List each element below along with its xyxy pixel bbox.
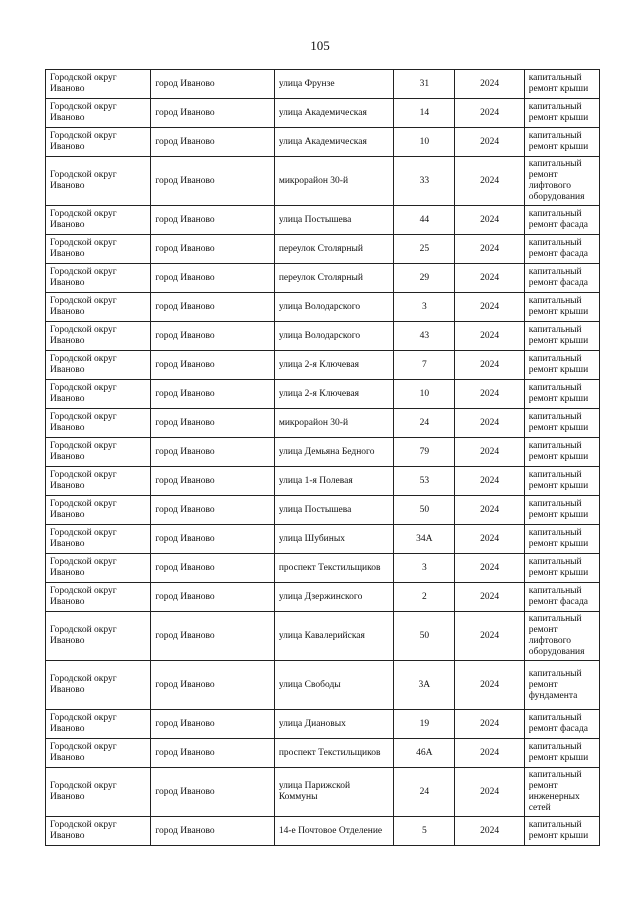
work-type-cell: капитальный ремонт крыши bbox=[524, 70, 599, 99]
house-number-cell: 46А bbox=[394, 739, 455, 768]
municipality-cell: Городской округ Иваново bbox=[46, 438, 151, 467]
table-body bbox=[46, 70, 600, 846]
table-row bbox=[46, 496, 600, 525]
work-type-cell: капитальный ремонт фасада bbox=[524, 264, 599, 293]
municipality-cell: Городской округ Иваново bbox=[46, 661, 151, 710]
street-cell: улица 2-я Ключевая bbox=[274, 380, 393, 409]
municipality-cell: Городской округ Иваново bbox=[46, 739, 151, 768]
house-number-cell: 43 bbox=[394, 322, 455, 351]
work-type-cell: капитальный ремонт крыши bbox=[524, 409, 599, 438]
settlement-cell: город Иваново bbox=[151, 409, 274, 438]
street-cell: улица Фрунзе bbox=[274, 70, 393, 99]
municipality-cell: Городской округ Иваново bbox=[46, 128, 151, 157]
municipality-cell: Городской округ Иваново bbox=[46, 235, 151, 264]
work-type-cell: капитальный ремонт крыши bbox=[524, 293, 599, 322]
year-cell: 2024 bbox=[455, 739, 524, 768]
street-cell: улица Постышева bbox=[274, 206, 393, 235]
year-cell: 2024 bbox=[455, 409, 524, 438]
table-row bbox=[46, 554, 600, 583]
settlement-cell: город Иваново bbox=[151, 264, 274, 293]
street-cell: улица Диановых bbox=[274, 710, 393, 739]
table-row bbox=[46, 661, 600, 710]
house-number-cell: 3 bbox=[394, 293, 455, 322]
municipality-cell: Городской округ Иваново bbox=[46, 554, 151, 583]
municipality-cell: Городской округ Иваново bbox=[46, 157, 151, 206]
year-cell: 2024 bbox=[455, 467, 524, 496]
settlement-cell: город Иваново bbox=[151, 235, 274, 264]
settlement-cell: город Иваново bbox=[151, 351, 274, 380]
year-cell: 2024 bbox=[455, 70, 524, 99]
house-number-cell: 50 bbox=[394, 612, 455, 661]
repair-records-table bbox=[45, 69, 600, 846]
settlement-cell: город Иваново bbox=[151, 99, 274, 128]
table-row bbox=[46, 322, 600, 351]
settlement-cell: город Иваново bbox=[151, 157, 274, 206]
table-row bbox=[46, 99, 600, 128]
year-cell: 2024 bbox=[455, 817, 524, 846]
house-number-cell: 10 bbox=[394, 128, 455, 157]
work-type-cell: капитальный ремонт крыши bbox=[524, 380, 599, 409]
street-cell: улица Парижской Коммуны bbox=[274, 768, 393, 817]
settlement-cell: город Иваново bbox=[151, 525, 274, 554]
house-number-cell: 10 bbox=[394, 380, 455, 409]
municipality-cell: Городской округ Иваново bbox=[46, 99, 151, 128]
house-number-cell: 50 bbox=[394, 496, 455, 525]
year-cell: 2024 bbox=[455, 264, 524, 293]
table-row bbox=[46, 264, 600, 293]
work-type-cell: капитальный ремонт фасада bbox=[524, 710, 599, 739]
work-type-cell: капитальный ремонт крыши bbox=[524, 351, 599, 380]
street-cell: улица Володарского bbox=[274, 322, 393, 351]
house-number-cell: 19 bbox=[394, 710, 455, 739]
year-cell: 2024 bbox=[455, 293, 524, 322]
house-number-cell: 5 bbox=[394, 817, 455, 846]
work-type-cell: капитальный ремонт лифтового оборудования bbox=[524, 157, 599, 206]
table-row bbox=[46, 612, 600, 661]
settlement-cell: город Иваново bbox=[151, 467, 274, 496]
settlement-cell: город Иваново bbox=[151, 206, 274, 235]
work-type-cell: капитальный ремонт фундамента bbox=[524, 661, 599, 710]
settlement-cell: город Иваново bbox=[151, 293, 274, 322]
street-cell: улица Дзержинского bbox=[274, 583, 393, 612]
work-type-cell: капитальный ремонт крыши bbox=[524, 467, 599, 496]
street-cell: улица Володарского bbox=[274, 293, 393, 322]
house-number-cell: 44 bbox=[394, 206, 455, 235]
street-cell: 14-е Почтовое Отделение bbox=[274, 817, 393, 846]
municipality-cell: Городской округ Иваново bbox=[46, 409, 151, 438]
municipality-cell: Городской округ Иваново bbox=[46, 583, 151, 612]
settlement-cell: город Иваново bbox=[151, 554, 274, 583]
municipality-cell: Городской округ Иваново bbox=[46, 467, 151, 496]
table-row bbox=[46, 467, 600, 496]
house-number-cell: 2 bbox=[394, 583, 455, 612]
work-type-cell: капитальный ремонт крыши bbox=[524, 99, 599, 128]
year-cell: 2024 bbox=[455, 157, 524, 206]
work-type-cell: капитальный ремонт крыши bbox=[524, 322, 599, 351]
table-row bbox=[46, 409, 600, 438]
house-number-cell: 3А bbox=[394, 661, 455, 710]
street-cell: проспект Текстильщиков bbox=[274, 739, 393, 768]
municipality-cell: Городской округ Иваново bbox=[46, 496, 151, 525]
settlement-cell: город Иваново bbox=[151, 128, 274, 157]
settlement-cell: город Иваново bbox=[151, 768, 274, 817]
work-type-cell: капитальный ремонт крыши bbox=[524, 739, 599, 768]
settlement-cell: город Иваново bbox=[151, 322, 274, 351]
settlement-cell: город Иваново bbox=[151, 661, 274, 710]
house-number-cell: 34А bbox=[394, 525, 455, 554]
year-cell: 2024 bbox=[455, 612, 524, 661]
table-row bbox=[46, 70, 600, 99]
work-type-cell: капитальный ремонт крыши bbox=[524, 554, 599, 583]
year-cell: 2024 bbox=[455, 351, 524, 380]
street-cell: улица Постышева bbox=[274, 496, 393, 525]
municipality-cell: Городской округ Иваново bbox=[46, 768, 151, 817]
settlement-cell: город Иваново bbox=[151, 612, 274, 661]
municipality-cell: Городской округ Иваново bbox=[46, 710, 151, 739]
table-row bbox=[46, 351, 600, 380]
table-row bbox=[46, 380, 600, 409]
settlement-cell: город Иваново bbox=[151, 496, 274, 525]
work-type-cell: капитальный ремонт фасада bbox=[524, 583, 599, 612]
table-row bbox=[46, 235, 600, 264]
house-number-cell: 14 bbox=[394, 99, 455, 128]
year-cell: 2024 bbox=[455, 554, 524, 583]
work-type-cell: капитальный ремонт лифтового оборудования bbox=[524, 612, 599, 661]
settlement-cell: город Иваново bbox=[151, 438, 274, 467]
year-cell: 2024 bbox=[455, 583, 524, 612]
settlement-cell: город Иваново bbox=[151, 739, 274, 768]
settlement-cell: город Иваново bbox=[151, 817, 274, 846]
municipality-cell: Городской округ Иваново bbox=[46, 70, 151, 99]
house-number-cell: 31 bbox=[394, 70, 455, 99]
house-number-cell: 79 bbox=[394, 438, 455, 467]
year-cell: 2024 bbox=[455, 438, 524, 467]
street-cell: улица Академическая bbox=[274, 99, 393, 128]
street-cell: улица Кавалерийская bbox=[274, 612, 393, 661]
table-row bbox=[46, 817, 600, 846]
work-type-cell: капитальный ремонт крыши bbox=[524, 128, 599, 157]
municipality-cell: Городской округ Иваново bbox=[46, 293, 151, 322]
house-number-cell: 24 bbox=[394, 409, 455, 438]
municipality-cell: Городской округ Иваново bbox=[46, 817, 151, 846]
work-type-cell: капитальный ремонт крыши bbox=[524, 438, 599, 467]
work-type-cell: капитальный ремонт фасада bbox=[524, 235, 599, 264]
year-cell: 2024 bbox=[455, 496, 524, 525]
street-cell: переулок Столярный bbox=[274, 235, 393, 264]
table-row bbox=[46, 525, 600, 554]
municipality-cell: Городской округ Иваново bbox=[46, 206, 151, 235]
municipality-cell: Городской округ Иваново bbox=[46, 380, 151, 409]
street-cell: проспект Текстильщиков bbox=[274, 554, 393, 583]
table-row bbox=[46, 293, 600, 322]
settlement-cell: город Иваново bbox=[151, 380, 274, 409]
table-row bbox=[46, 438, 600, 467]
year-cell: 2024 bbox=[455, 128, 524, 157]
year-cell: 2024 bbox=[455, 206, 524, 235]
table-row bbox=[46, 739, 600, 768]
year-cell: 2024 bbox=[455, 710, 524, 739]
work-type-cell: капитальный ремонт крыши bbox=[524, 817, 599, 846]
year-cell: 2024 bbox=[455, 99, 524, 128]
work-type-cell: капитальный ремонт крыши bbox=[524, 496, 599, 525]
street-cell: улица Шубиных bbox=[274, 525, 393, 554]
work-type-cell: капитальный ремонт фасада bbox=[524, 206, 599, 235]
street-cell: улица Свободы bbox=[274, 661, 393, 710]
year-cell: 2024 bbox=[455, 380, 524, 409]
table-row bbox=[46, 206, 600, 235]
street-cell: улица 1-я Полевая bbox=[274, 467, 393, 496]
house-number-cell: 24 bbox=[394, 768, 455, 817]
work-type-cell: капитальный ремонт инженерных сетей bbox=[524, 768, 599, 817]
table-row bbox=[46, 128, 600, 157]
municipality-cell: Городской округ Иваново bbox=[46, 525, 151, 554]
house-number-cell: 25 bbox=[394, 235, 455, 264]
house-number-cell: 53 bbox=[394, 467, 455, 496]
municipality-cell: Городской округ Иваново bbox=[46, 351, 151, 380]
house-number-cell: 33 bbox=[394, 157, 455, 206]
settlement-cell: город Иваново bbox=[151, 70, 274, 99]
street-cell: улица 2-я Ключевая bbox=[274, 351, 393, 380]
settlement-cell: город Иваново bbox=[151, 583, 274, 612]
municipality-cell: Городской округ Иваново bbox=[46, 612, 151, 661]
table-row bbox=[46, 710, 600, 739]
table-row bbox=[46, 583, 600, 612]
street-cell: микрорайон 30-й bbox=[274, 157, 393, 206]
street-cell: переулок Столярный bbox=[274, 264, 393, 293]
municipality-cell: Городской округ Иваново bbox=[46, 264, 151, 293]
house-number-cell: 7 bbox=[394, 351, 455, 380]
house-number-cell: 3 bbox=[394, 554, 455, 583]
year-cell: 2024 bbox=[455, 235, 524, 264]
year-cell: 2024 bbox=[455, 661, 524, 710]
year-cell: 2024 bbox=[455, 525, 524, 554]
year-cell: 2024 bbox=[455, 322, 524, 351]
page-number: 105 bbox=[310, 38, 330, 53]
settlement-cell: город Иваново bbox=[151, 710, 274, 739]
street-cell: улица Академическая bbox=[274, 128, 393, 157]
table-row bbox=[46, 768, 600, 817]
house-number-cell: 29 bbox=[394, 264, 455, 293]
street-cell: улица Демьяна Бедного bbox=[274, 438, 393, 467]
street-cell: микрорайон 30-й bbox=[274, 409, 393, 438]
year-cell: 2024 bbox=[455, 768, 524, 817]
municipality-cell: Городской округ Иваново bbox=[46, 322, 151, 351]
table-row bbox=[46, 157, 600, 206]
work-type-cell: капитальный ремонт крыши bbox=[524, 525, 599, 554]
